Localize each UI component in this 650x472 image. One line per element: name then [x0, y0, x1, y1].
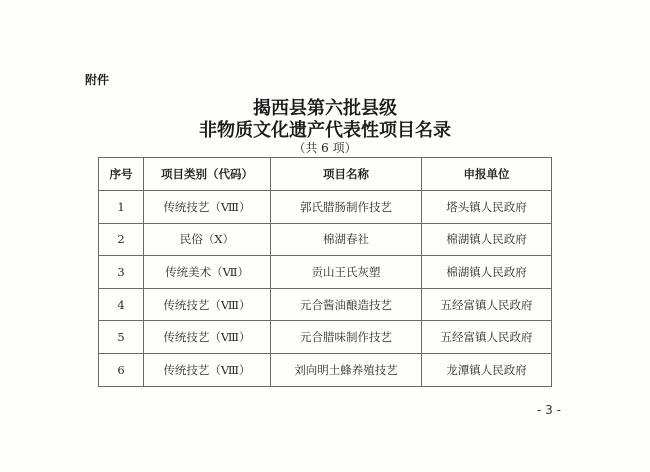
table-row: [99, 256, 552, 289]
row-category: 传统技艺（Ⅷ）: [144, 353, 271, 386]
header-number: 序号: [99, 158, 144, 191]
row-category: 传统技艺（Ⅷ）: [144, 321, 271, 354]
row-project-name: 贡山王氏灰塑: [271, 256, 422, 289]
row-applicant-unit: 龙潭镇人民政府: [422, 353, 552, 386]
row-project-name: 棉湖春社: [271, 223, 422, 256]
document-title-line2: 非物质文化遗产代表性项目名录: [199, 120, 451, 141]
row-applicant-unit: 五经富镇人民政府: [422, 321, 552, 354]
row-number: 1: [99, 191, 144, 224]
header-category: 项目类别（代码）: [144, 158, 271, 191]
header-project-name: 项目名称: [271, 158, 422, 191]
row-number: 5: [99, 321, 144, 354]
page-number: - 3 -: [537, 403, 561, 417]
row-applicant-unit: 棉湖镇人民政府: [422, 223, 552, 256]
row-project-name: 元合腊味制作技艺: [271, 321, 422, 354]
row-number: 6: [99, 353, 144, 386]
row-project-name: 郭氏腊肠制作技艺: [271, 191, 422, 224]
row-category: 传统美术（Ⅶ）: [144, 256, 271, 289]
header-applicant-unit: 申报单位: [422, 158, 552, 191]
row-category: 传统技艺（Ⅷ）: [144, 288, 271, 321]
row-category: 传统技艺（Ⅷ）: [144, 191, 271, 224]
table-row: [99, 321, 552, 354]
table-header-row: [99, 158, 552, 191]
table-row: [99, 191, 552, 224]
attachment-label: 附件: [85, 73, 110, 87]
row-project-name: 刘向明土蜂养殖技艺: [271, 353, 422, 386]
document-title-line1: 揭西县第六批县级: [253, 98, 397, 119]
heritage-project-table: [98, 157, 552, 387]
row-number: 4: [99, 288, 144, 321]
row-project-name: 元合酱油酿造技艺: [271, 288, 422, 321]
row-number: 3: [99, 256, 144, 289]
row-applicant-unit: 五经富镇人民政府: [422, 288, 552, 321]
row-category: 民俗（Ⅹ）: [144, 223, 271, 256]
table-row: [99, 353, 552, 386]
row-number: 2: [99, 223, 144, 256]
item-count-subtitle: （共 6 项）: [293, 141, 357, 155]
row-applicant-unit: 塔头镇人民政府: [422, 191, 552, 224]
table-row: [99, 288, 552, 321]
table-row: [99, 223, 552, 256]
row-applicant-unit: 棉湖镇人民政府: [422, 256, 552, 289]
